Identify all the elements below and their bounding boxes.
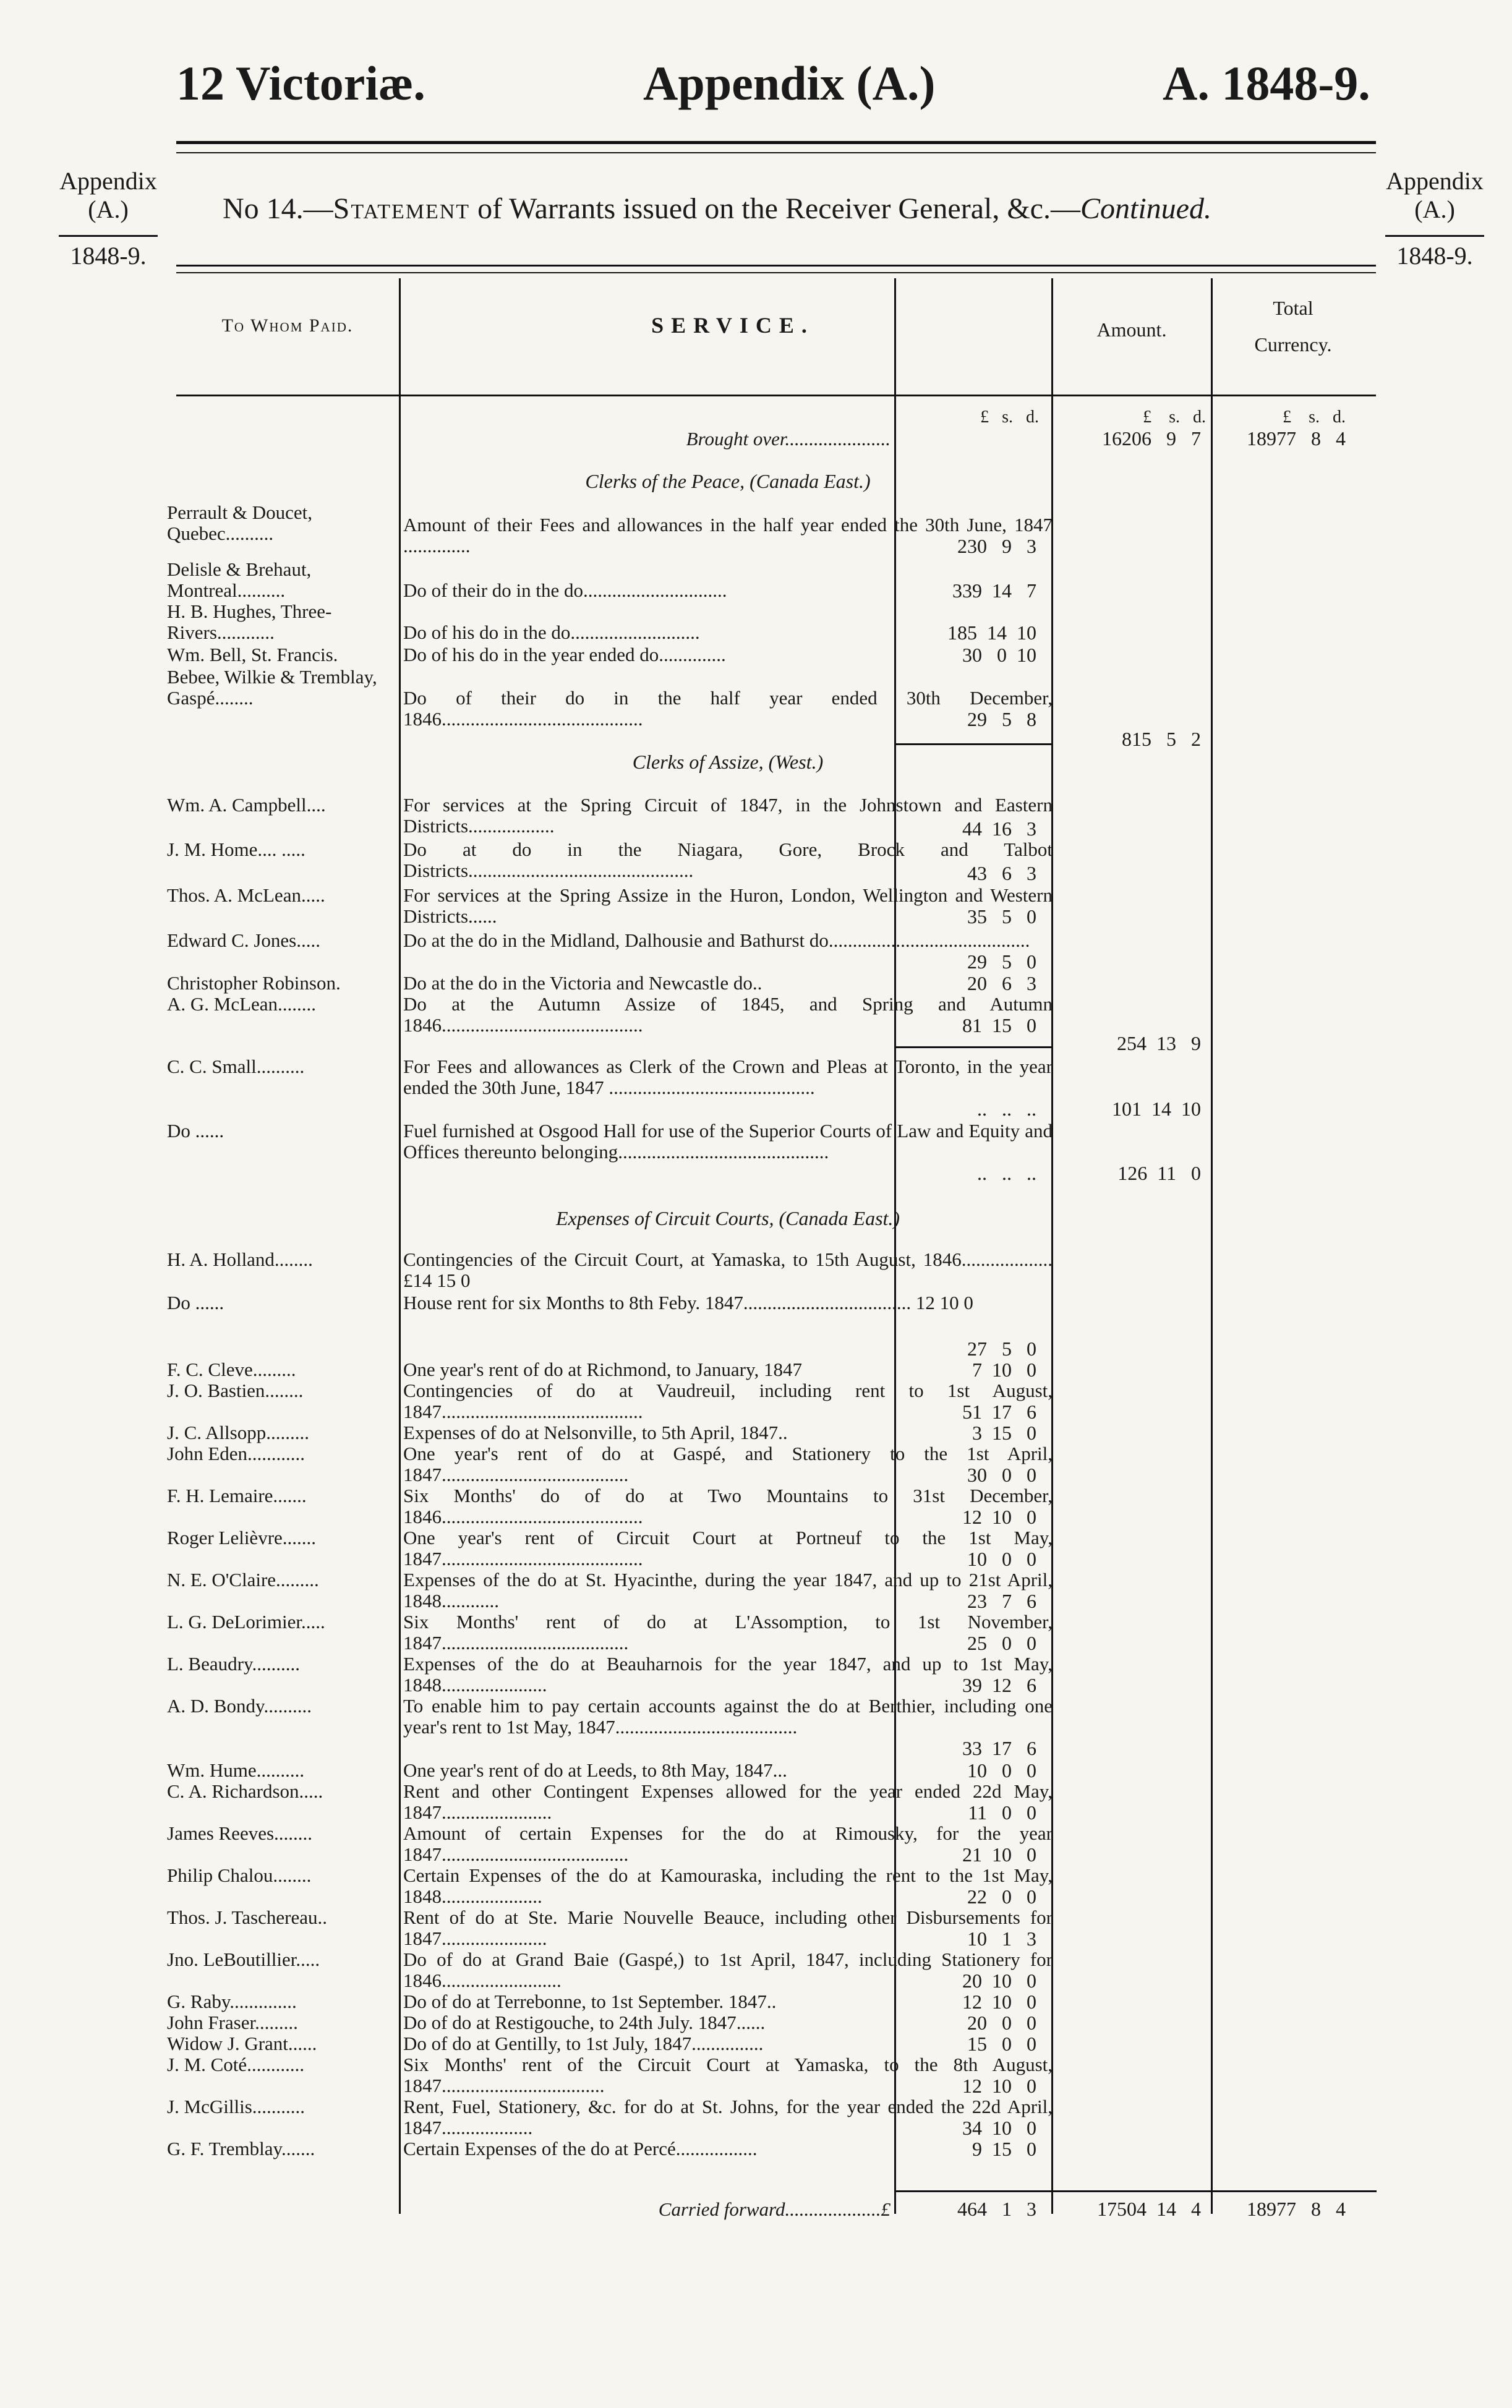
subtotal-clerks-peace: 815 5 2 [1122, 728, 1201, 750]
col-divider-4 [1211, 278, 1213, 2214]
title-statement: Statement [333, 192, 471, 225]
statement-title [223, 192, 1336, 226]
service-desc: Six Months' do of do at Two Mountains to 31st December, 1846.......................................... [403, 1485, 1053, 1527]
service-desc: Do at do in the Niagara, Gore, Brock and Talbot Districts............................................... [403, 839, 1053, 881]
payee: Wm. Bell, St. Francis. [167, 644, 338, 665]
payee: John Eden............ [167, 1443, 305, 1464]
header-rule-thick [176, 141, 1376, 144]
title-rule [176, 265, 1376, 267]
title-number: No 14.— [223, 192, 333, 225]
amount-item: 39 12 6 [962, 1674, 1036, 1696]
payee: Christopher Robinson. [167, 972, 341, 994]
side-note-left [46, 167, 170, 270]
amount-item: 7 10 0 [972, 1359, 1036, 1381]
amount-item: .. .. .. [977, 1098, 1036, 1120]
payee: A. G. McLean........ [167, 993, 317, 1015]
amount-item: 20 10 0 [962, 1970, 1036, 1992]
payee: C. A. Richardson..... [167, 1780, 323, 1802]
service-desc: Amount of their Fees and allowances in the half year ended the 30th June, 1847 .............. [403, 514, 1053, 557]
amount-item: 339 14 7 [952, 579, 1036, 602]
service-desc: Expenses of the do at St. Hyacinthe, during the year 1847, and up to 21st April, 1848............ [403, 1569, 1053, 1612]
side-right-year: 1848-9. [1396, 242, 1473, 270]
payee: Wm. Hume.......... [167, 1759, 305, 1781]
amount-item: 12 10 0 [962, 1506, 1036, 1528]
side-right-appendix: Appendix [1386, 167, 1484, 195]
service-desc: Fuel furnished at Osgood Hall for use of the Superior Courts of Law and Equity and Offices thereunto belonging............................................ [403, 1120, 1053, 1163]
service-desc: Expenses of do at Nelsonville, to 5th April, 1847.. [403, 1422, 788, 1443]
amount-item: 25 0 0 [967, 1632, 1036, 1654]
payee: Thos. J. Taschereau.. [167, 1906, 327, 1928]
side-left-a: (A.) [88, 195, 129, 223]
subtotal-rule-1 [894, 743, 1053, 745]
service-desc: Six Months' rent of do at L'Assomption, to 1st November, 1847....................................... [403, 1611, 1053, 1654]
service-desc: One year's rent of Circuit Court at Portneuf to the 1st May, 1847.......................................... [403, 1527, 1053, 1569]
units-col1: £ s. d. [980, 408, 1039, 427]
brought-over-amount: 16206 9 7 [1102, 427, 1201, 450]
payee: H. A. Holland........ [167, 1249, 313, 1270]
amount-item: 29 5 0 [967, 950, 1036, 973]
amount-item: 29 5 8 [967, 708, 1036, 730]
payee: Delisle & Brehaut, Montreal.......... [167, 558, 312, 601]
payee: Jno. LeBoutillier..... [167, 1949, 320, 1970]
amount-item: 20 0 0 [967, 2012, 1036, 2034]
amount-item: 22 0 0 [967, 1885, 1036, 1908]
service-desc: Six Months' rent of the Circuit Court at Yamaska, to the 8th August, 1847.................................. [403, 2054, 1053, 2096]
service-desc: Amount of certain Expenses for the do at Rimousky, for the year 1847....................................... [403, 1822, 1053, 1865]
service-desc: For services at the Spring Circuit of 1847, in the Johnstown and Eastern Districts.................. [403, 794, 1053, 837]
payee: H. B. Hughes, Three-Rivers............ [167, 600, 332, 643]
payee: James Reeves........ [167, 1822, 313, 1844]
carried-forward-col2: 17504 14 4 [1097, 2198, 1201, 2220]
col-divider-1 [399, 278, 401, 2214]
service-desc: Certain Expenses of the do at Percé................. [403, 2138, 758, 2159]
payee: Philip Chalou........ [167, 1864, 312, 1886]
service-desc: Do of their do in the do.............................. [403, 579, 727, 601]
header-session: 12 Victoriæ. [176, 56, 425, 110]
amount-item: 44 16 3 [962, 818, 1036, 840]
service-desc: For services at the Spring Assize in the Huron, London, Wellington and Western Districts...... [403, 884, 1053, 927]
title-rule-thin [176, 272, 1376, 273]
section-circuit-courts: Expenses of Circuit Courts, (Canada East.) [555, 1207, 900, 1229]
payee: Do ...... [167, 1120, 224, 1142]
amount-item: 3 15 0 [972, 1422, 1036, 1444]
amount-item: 20 6 3 [967, 972, 1036, 994]
service-desc: Do at the do in the Midland, Dalhousie and Bathurst do.......................................... [403, 929, 1030, 951]
payee: L. Beaudry.......... [167, 1653, 300, 1675]
amount-item: 30 0 0 [967, 1464, 1036, 1486]
service-desc: Do of his do in the year ended do.............. [403, 644, 726, 665]
carried-rule [894, 2190, 1377, 2192]
amount-item: 230 9 3 [957, 535, 1036, 557]
payee: N. E. O'Claire......... [167, 1569, 319, 1590]
service-desc: Do of his do in the do........................... [403, 621, 700, 643]
amount-item: 51 17 6 [962, 1401, 1036, 1423]
payee: F. C. Cleve......... [167, 1359, 296, 1380]
payee: J. O. Bastien........ [167, 1380, 304, 1401]
amount-item: .. .. .. [977, 1162, 1036, 1184]
service-desc: To enable him to pay certain accounts against the do at Berthier, including one year's rent to 1st May, 1847...................................... [403, 1695, 1053, 1738]
side-right-a: (A.) [1414, 195, 1455, 223]
section-clerks-assize: Clerks of Assize, (West.) [632, 751, 824, 773]
carried-forward-total: 18977 8 4 [1247, 2198, 1346, 2220]
col-header-total-1: Total [1273, 297, 1313, 319]
payee: Perrault & Doucet, Quebec.......... [167, 502, 313, 544]
payee: Edward C. Jones..... [167, 929, 320, 951]
service-desc: Contingencies of do at Vaudreuil, including rent to 1st August, 1847.......................................... [403, 1380, 1053, 1422]
amount-item: 12 10 0 [962, 1991, 1036, 2013]
units-col2: £ s. d. [1143, 408, 1206, 427]
title-rest: of Warrants issued on the Receiver General, &c.— [470, 192, 1080, 225]
payee: John Fraser......... [167, 2012, 298, 2033]
service-desc: Expenses of the do at Beauharnois for the year 1847, and up to 1st May, 1848...................... [403, 1653, 1053, 1696]
payee: Widow J. Grant...... [167, 2033, 317, 2054]
payee: J. C. Allsopp......... [167, 1422, 309, 1443]
service-desc: Do of their do in the half year ended 30th December, 1846.......................................... [403, 687, 1053, 730]
service-desc: One year's rent of do at Leeds, to 8th May, 1847... [403, 1759, 787, 1781]
payee: L. G. DeLorimier..... [167, 1611, 325, 1633]
amount-total-item: 101 14 10 [1112, 1098, 1201, 1120]
service-desc: Do of do at Restigouche, to 24th July. 1847...... [403, 2012, 766, 2033]
amount-item: 15 0 0 [967, 2033, 1036, 2055]
service-desc: Do of do at Gentilly, to 1st July, 1847............... [403, 2033, 764, 2054]
side-right-rule [1385, 235, 1484, 237]
amount-total-item: 126 11 0 [1117, 1162, 1201, 1184]
payee: Thos. A. McLean..... [167, 884, 325, 906]
amount-item: 23 7 6 [967, 1590, 1036, 1612]
service-desc: House rent for six Months to 8th Feby. 1847................................... 12 10 0 [403, 1292, 973, 1313]
service-desc: Rent of do at Ste. Marie Nouvelle Beauce, including other Disbursements for 1847...................... [403, 1906, 1053, 1949]
amount-item: 11 0 0 [968, 1801, 1036, 1824]
amount-item: 10 0 0 [967, 1548, 1036, 1570]
section-clerks-peace: Clerks of the Peace, (Canada East.) [585, 470, 871, 492]
service-desc: Do at the do in the Victoria and Newcastle do.. [403, 972, 762, 994]
service-desc: Rent, Fuel, Stationery, &c. for do at St. Johns, for the year ended the 22d April, 1847................... [403, 2096, 1053, 2138]
service-desc: Do at the Autumn Assize of 1845, and Spring and Autumn 1846.......................................... [403, 993, 1053, 1036]
header-rule-thin [176, 152, 1376, 153]
amount-item: 21 10 0 [962, 1843, 1036, 1866]
payee: G. Raby.............. [167, 1991, 297, 2012]
amount-item: 10 1 3 [967, 1928, 1036, 1950]
side-left-year: 1848-9. [70, 242, 147, 270]
payee: Roger Lelièvre....... [167, 1527, 317, 1548]
brought-over-label: Brought over...................... [686, 428, 891, 450]
side-note-right [1373, 167, 1497, 270]
service-desc: Contingencies of the Circuit Court, at Yamaska, to 15th August, 1846...................£14 15 0 [403, 1249, 1053, 1291]
amount-item: 81 15 0 [962, 1014, 1036, 1036]
service-desc: One year's rent of do at Gaspé, and Stationery to the 1st April, 1847....................................... [403, 1443, 1053, 1485]
service-desc: One year's rent of do at Richmond, to January, 1847 [403, 1359, 802, 1380]
payee: A. D. Bondy.......... [167, 1695, 312, 1717]
service-desc: Certain Expenses of the do at Kamouraska, including the rent to the 1st May, 1848..................... [403, 1864, 1053, 1907]
payee: J. McGillis........... [167, 2096, 305, 2117]
payee: Wm. A. Campbell.... [167, 794, 326, 816]
col-header-to-whom: To Whom Paid. [221, 315, 354, 336]
amount-item: 27 5 0 [967, 1338, 1036, 1360]
service-desc: For Fees and allowances as Clerk of the Crown and Pleas at Toronto, in the year ended the 30th June, 1847 ........................................... [403, 1056, 1053, 1098]
brought-over-total: 18977 8 4 [1247, 427, 1346, 450]
units-col3: £ s. d. [1283, 408, 1346, 427]
amount-item: 12 10 0 [962, 2075, 1036, 2097]
payee: Do ...... [167, 1292, 224, 1313]
amount-item: 34 10 0 [962, 2117, 1036, 2139]
col-header-amount: Amount. [1096, 318, 1167, 341]
service-desc: Do of do at Grand Baie (Gaspé,) to 1st April, 1847, including Stationery for 1846......................... [403, 1949, 1053, 1991]
amount-item: 43 6 3 [967, 862, 1036, 884]
header-appendix: Appendix (A.) [643, 56, 936, 110]
payee: G. F. Tremblay....... [167, 2138, 315, 2159]
side-left-rule [59, 235, 158, 237]
carried-forward-col1: 464 1 3 [957, 2198, 1036, 2220]
column-header-rule [176, 395, 1376, 396]
subtotal-clerks-assize: 254 13 9 [1117, 1032, 1201, 1054]
payee: C. C. Small.......... [167, 1056, 305, 1077]
payee: Bebee, Wilkie & Tremblay, Gaspé........ [167, 666, 377, 709]
amount-item: 35 5 0 [967, 905, 1036, 928]
col-header-service: SERVICE. [651, 313, 814, 338]
header-year: A. 1848-9. [1163, 56, 1370, 110]
payee: F. H. Lemaire....... [167, 1485, 307, 1506]
side-left-appendix: Appendix [59, 167, 157, 195]
carried-forward-label: Carried forward....................£ [658, 2198, 891, 2220]
amount-item: 33 17 6 [962, 1737, 1036, 1759]
amount-item: 9 15 0 [972, 2138, 1036, 2160]
col-header-total-2: Currency. [1254, 333, 1332, 356]
service-desc: Rent and other Contingent Expenses allowed for the year ended 22d May, 1847....................... [403, 1780, 1053, 1823]
col-header-total [1216, 297, 1370, 356]
payee: J. M. Home.... ..... [167, 839, 305, 860]
amount-item: 30 0 10 [962, 644, 1036, 666]
payee: J. M. Coté............ [167, 2054, 305, 2075]
subtotal-rule-2 [894, 1046, 1053, 1048]
title-continued: Continued. [1080, 192, 1211, 225]
service-desc: Do of do at Terrebonne, to 1st September. 1847.. [403, 1991, 777, 2012]
amount-item: 10 0 0 [967, 1759, 1036, 1782]
amount-item: 185 14 10 [947, 621, 1036, 644]
